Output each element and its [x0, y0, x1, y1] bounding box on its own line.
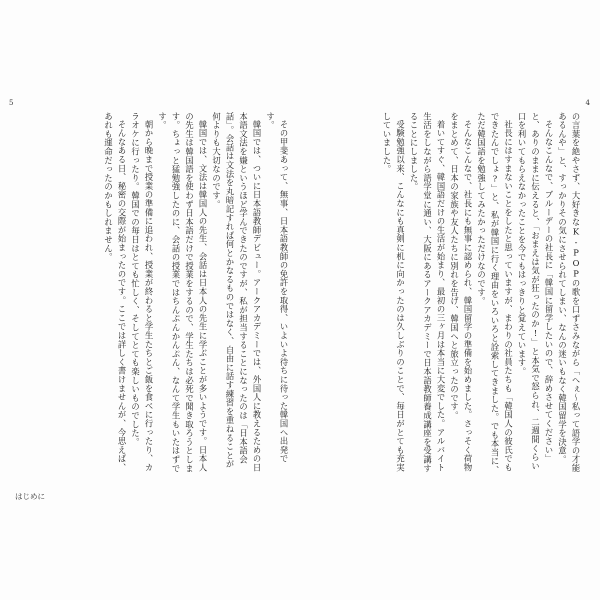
page-number-right: 4	[585, 99, 590, 107]
right-page-text	[320, 112, 582, 477]
running-title: はじめに	[15, 492, 45, 501]
paragraph: 受験勉強以来、こんなにも真剣に机に向かったのは久しぶりのことで、毎日がとても充実していました。	[382, 112, 406, 473]
paragraph: 着いてすぐ、韓国語だけの生活が始まり、最初の三ヶ月は本当に大変でした。アルバイト生活をしながら語学堂に通い、大阪にあるアークアカデミーで日本語教師養成講座を受講することにしました。	[409, 112, 446, 473]
paragraph: 韓国では、文法は韓国人の先生、会話は日本人の先生に学ぶことが多いようです。日本人の先生は韓国語を使わず日本語だけで授業をするので、学生たちは必死で聞き取ろうとします。ちょっと猛勉強したのに、会話の授業ではちんぷんかんぷん、なんて学生もいたはずです。	[157, 112, 208, 473]
paragraph: 朝から晩まで授業の準備に追われ、授業が終わると学生たちとご飯を食べに行ったり、カラオケに行ったり。韓国での毎日はとても忙しく、そしてとても楽しいものでした。	[130, 112, 154, 473]
paragraph: 社長にはすまないことをしたと思っていますが、まわりの社員たちも「韓国人の彼氏でもできたんでしょ?」と、私が韓国に行く理由をいろいろと詮索してきました。でも本当に、ただ韓国語を勉強してみたかっただけなのです。	[476, 112, 514, 475]
paragraph: の言葉を絶やさず、大好きなK-POPの歌を口ずさみながら「へぇ〜私って語学の才能あるんや」と、すっかりその気にさせられてしまい、なんの迷いもなく韓国留学を決意。	[557, 112, 581, 473]
page-number-left: 5	[9, 99, 14, 107]
paragraph: その甲斐あって、無事、日本語教師の免許を取得、いよいよ待ちに待った韓国へ出発です。	[265, 112, 289, 464]
paragraph: そんなこんなで、社長にも無事に認められ、韓国留学の準備を始めました。さっそく荷物をまとめて、日本の家族や友人たちに別れを告げ、韓国へと旅立ったのです。	[449, 112, 473, 473]
paragraph: 韓国では、ついに日本語教師デビュー。アークアカデミーでは、外国人に教えるための日本語文法を嫌というほど学んできたのですが、私が担当することになったのは「日本語会話」。会話は文法を丸暗記すれば何とかなるものではなく、自由に話す練習を重ねることが何よりも大切なのです。	[211, 112, 262, 473]
left-page-text	[40, 112, 290, 477]
paragraph: そんなこんなで、ブルーデーの社長に「韓国に留学したいので、辞めさせてください」と、ありのままに伝えると、「おまえは気が狂ったのか!」と本気で怒られ、二週間くらい口を利いてもらえなかったことを今でもはっきりと覚えています。	[517, 112, 554, 471]
paragraph: そんなある日、秘密の交際が始まったのです。ここでは詳しく書けませんが、今思えば、あれも運命だったのかもしれません。	[103, 112, 127, 473]
